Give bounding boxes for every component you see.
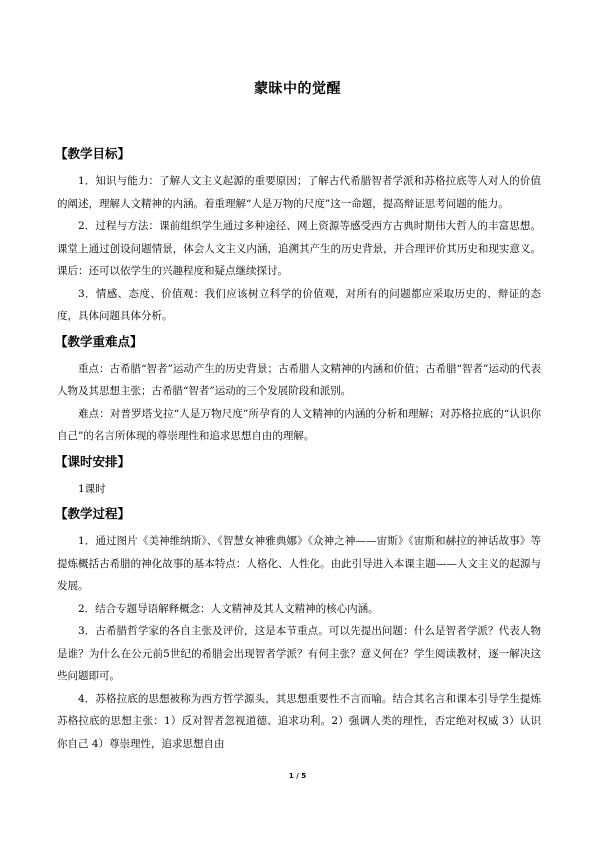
section-heading: 【教学目标】 [55,146,131,161]
section-heading: 【教学重难点】 [55,333,143,349]
paragraph: 1．知识与能力：了解人文主义起源的重要原因；了解古代希腊智者学派和苏格拉底等人对人的价值的阐述，理解人文精神的内涵。着重理解“人是万物的尺度”这一命题，提高辩证思考问题的能力。 [57,175,541,210]
document-body [57,140,541,755]
section-heading: 【课时安排】 [55,453,131,469]
paragraph: 1课时 [78,482,106,495]
paragraph: 2．过程与方法：课前组织学生通过多种途径、网上资源等感受西方古典时期伟大哲人的丰富思想。课堂上通过创设问题情景，体会人文主义内涵，追溯其产生的历史背景，并合理评价其历史和现实意义。课后：还可以依学生的兴趣程度和疑点继续探讨。 [57,220,541,277]
page-title: 蒙昧中的觉醒 [254,81,341,97]
section-heading: 【教学过程】 [55,506,131,521]
paragraph: 重点：古希腊“智者”运动产生的历史背景；古希腊人文精神的内涵和价值；古希腊“智者”运动的代表人物及其思想主张；古希腊“智者”运动的三个发展阶段和派别。 [57,362,541,397]
paragraph: 4．苏格拉底的思想被称为西方哲学源头，其思想重要性不言而喻。结合其名言和课本引导学生提炼苏格拉底的思想主张：1）反对智者忽视道德、追求功利。2）强调人类的理性，否定绝对权威 3）认识你自己 4）尊崇理性，追求思想自由 [57,692,541,750]
section-teaching-process [57,502,541,755]
paragraph: 1．通过图片《美神维纳斯》、《智慧女神雅典娜》《众神之神——宙斯》《宙斯和赫拉的神话故事》等提炼概括古希腊的神化故事的基本特点：人格化、人性化。由此引导进入本课主题——人文主义的起源与发展。 [57,535,541,592]
page-number: 1 / 5 [288,772,307,780]
paragraph: 3．情感、态度、价值观：我们应该树立科学的价值观，对所有的问题都应采取历史的、辩证的态度，具体问题具体分析。 [57,287,541,322]
section-key-difficult-points [57,330,541,448]
section-class-hours [57,450,541,501]
paragraph: 难点：对普罗塔戈拉“人是万物尺度”所孕育的人文精神的内涵的分析和理解；对苏格拉底的“认识你自己”的名言所体现的尊崇理性和追求思想自由的理解。 [57,407,541,442]
section-teaching-goals [57,142,541,328]
paragraph: 3．古希腊哲学家的各自主张及评价，这是本节重点。可以先提出问题：什么是智者学派？代表人物是谁？为什么在公元前5世纪的希腊会出现智者学派？有何主张？意义何在？学生阅读教材，逐一解决这些问题即可。 [57,625,541,682]
paragraph: 2．结合专题导语解释概念：人文精神及其人文精神的核心内涵。 [78,602,379,615]
